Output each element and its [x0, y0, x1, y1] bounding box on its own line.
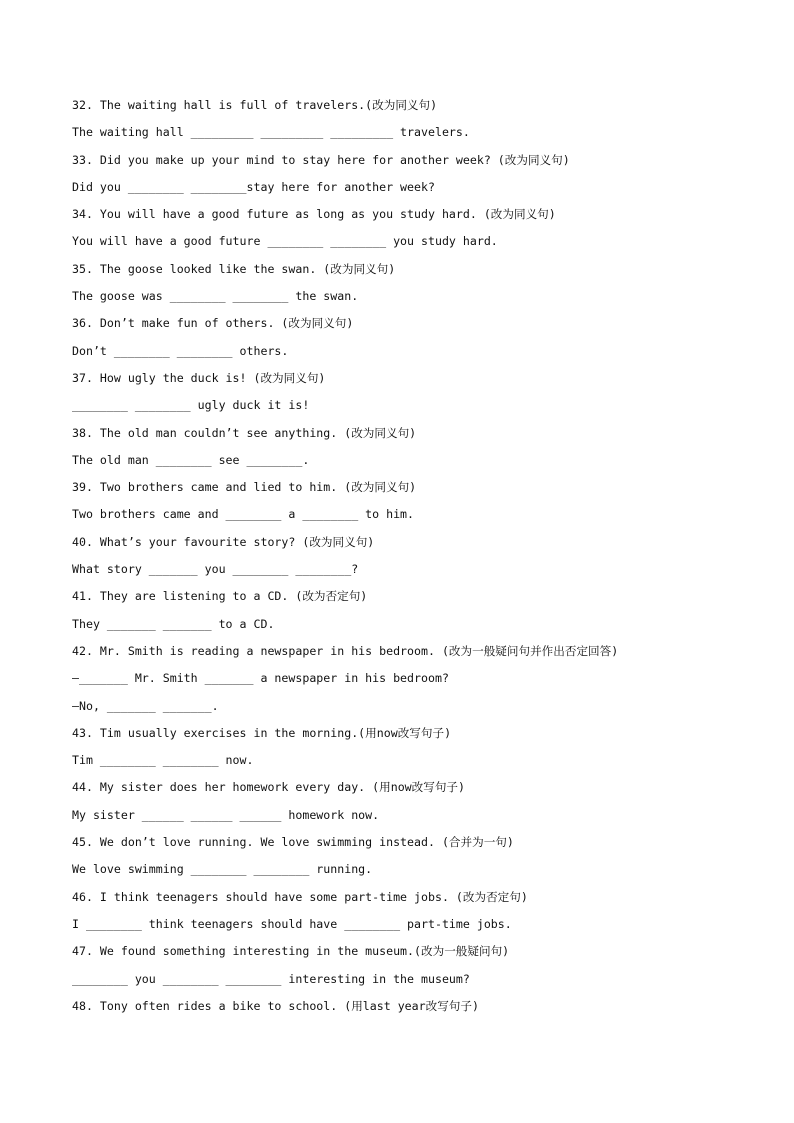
question-37: 37. How ugly the duck is! (改为同义句) [72, 370, 326, 385]
question-44: 44. My sister does her homework every day. (用now改写句子) [72, 780, 466, 795]
question-39: 39. Two brothers came and lied to him. (改为同义句) [72, 480, 417, 495]
answer-line-41: They _______ _______ to a CD. [72, 616, 275, 631]
question-40: 40. What’s your favourite story? (改为同义句) [72, 534, 375, 549]
answer-line-45: We love swimming ________ ________ running. [72, 862, 373, 877]
question-46: 46. I think teenagers should have some part-time jobs. (改为否定句) [72, 889, 528, 904]
answer-line-43: Tim ________ ________ now. [72, 753, 254, 768]
question-36: 36. Don’t make fun of others. (改为同义句) [72, 316, 354, 331]
question-45: 45. We don’t love running. We love swimming instead. (合并为一句) [72, 835, 514, 850]
worksheet-page [72, 96, 772, 1024]
question-38: 38. The old man couldn’t see anything. (改为同义句) [72, 425, 417, 440]
question-42: 42. Mr. Smith is reading a newspaper in his bedroom. (改为一般疑问句并作出否定回答) [72, 643, 619, 658]
answer-line-33: Did you ________ ________stay here for another week? [72, 179, 435, 194]
question-32: 32. The waiting hall is full of travelers.(改为同义句) [72, 98, 438, 112]
answer-line-34: You will have a good future ________ ________ you study hard. [72, 234, 498, 249]
question-41: 41. They are listening to a CD. (改为否定句) [72, 589, 368, 604]
answer-line-37: ________ ________ ugly duck it is! [72, 398, 310, 413]
answer-line-39: Two brothers came and ________ a ________ to him. [72, 507, 415, 522]
answer-line-47: ________ you ________ ________ interesting in the museum? [72, 971, 470, 986]
answer-line-42-question: —_______ Mr. Smith _______ a newspaper in his bedroom? [72, 671, 449, 686]
answer-line-46: I ________ think teenagers should have ________ part-time jobs. [72, 916, 512, 931]
question-33: 33. Did you make up your mind to stay here for another week? (改为同义句) [72, 152, 570, 167]
answer-line-40: What story _______ you ________ ________? [72, 562, 359, 577]
answer-line-42-response: —No, _______ _______. [72, 698, 219, 713]
question-48: 48. Tony often rides a bike to school. (用last year改写句子) [72, 998, 479, 1013]
answer-line-38: The old man ________ see ________. [72, 452, 310, 467]
question-43: 43. Tim usually exercises in the morning.(用now改写句子) [72, 725, 452, 740]
answer-line-32: The waiting hall _________ _________ _________ travelers. [72, 125, 470, 140]
question-47: 47. We found something interesting in the museum.(改为一般疑问句) [72, 944, 510, 959]
answer-line-36: Don’t ________ ________ others. [72, 343, 289, 358]
answer-line-35: The goose was ________ ________ the swan. [72, 289, 359, 304]
question-35: 35. The goose looked like the swan. (改为同义句) [72, 261, 396, 276]
question-34: 34. You will have a good future as long as you study hard. (改为同义句) [72, 207, 556, 222]
answer-line-44: My sister ______ ______ ______ homework now. [72, 807, 380, 822]
